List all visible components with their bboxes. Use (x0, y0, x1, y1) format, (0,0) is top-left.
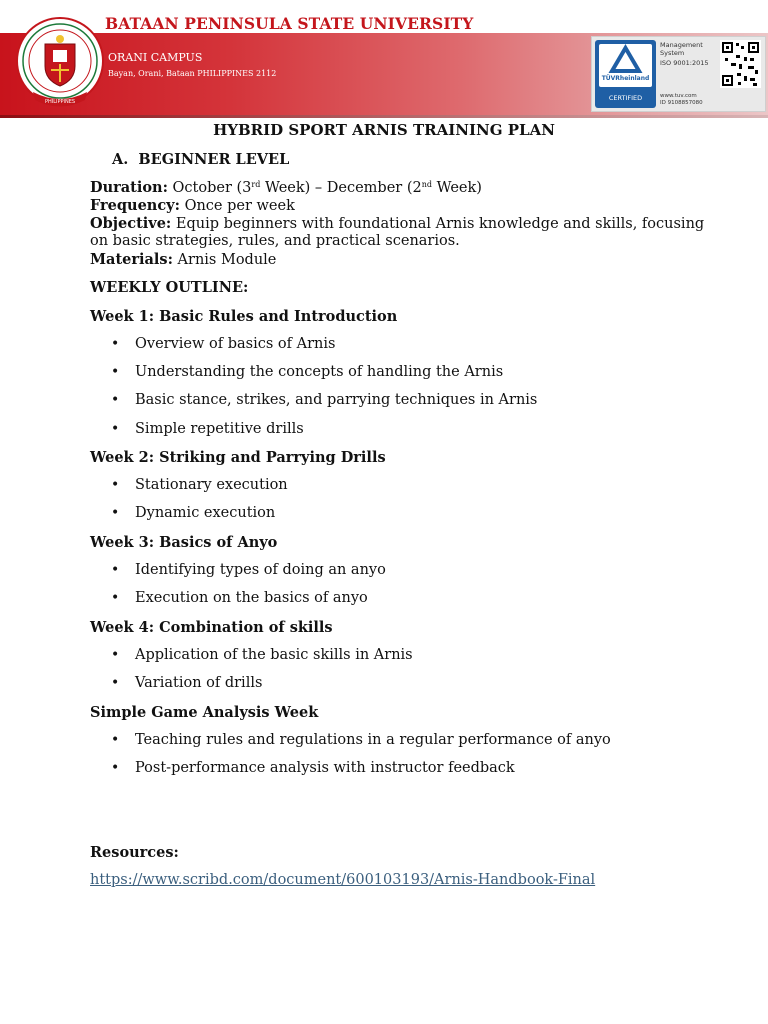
resources-link[interactable]: https://www.scribd.com/document/600103193/Arnis-Handbook-Final (90, 872, 596, 888)
campus-address: Bayan, Orani, Bataan PHILIPPINES 2112 (108, 69, 277, 78)
week-1-heading: Week 1: Basic Rules and Introduction (90, 308, 398, 325)
list-item: Execution on the basics of anyo (135, 590, 368, 606)
list-item: Post-performance analysis with instructor feedback (135, 760, 515, 776)
list-item: Application of the basic skills in Arnis (135, 647, 413, 663)
document-title: HYBRID SPORT ARNIS TRAINING PLAN (213, 121, 555, 139)
bullet: • (111, 675, 120, 691)
university-name: BATAAN PENINSULA STATE UNIVERSITY (105, 14, 474, 33)
objective-line: Objective: Equip beginners with foundational Arnis knowledge and skills, focusing (90, 215, 705, 232)
bullet: • (111, 505, 120, 521)
weekly-outline-heading: WEEKLY OUTLINE: (90, 279, 249, 296)
qr-code-icon (720, 40, 761, 88)
materials-line: Materials: Arnis Module (90, 251, 277, 268)
duration-line: Duration: October (3rd Week) – December (2nd Week) (90, 179, 482, 196)
bullet: • (111, 392, 120, 408)
tuv-triangle-icon (599, 44, 652, 74)
resources-heading: Resources: (90, 844, 179, 861)
list-item: Teaching rules and regulations in a regular performance of anyo (135, 732, 611, 748)
bullet: • (111, 364, 120, 380)
iso-certification-badge: TÜVRheinland CERTIFIED Management System ISO 9001:2015 www.tuv.com ID 9108857080 (591, 36, 766, 112)
university-seal-logo (15, 14, 105, 114)
list-item: Simple repetitive drills (135, 421, 304, 437)
bullet: • (111, 421, 120, 437)
list-item: Basic stance, strikes, and parrying techniques in Arnis (135, 392, 538, 408)
list-item: Dynamic execution (135, 505, 276, 521)
banner-underline (0, 115, 768, 118)
list-item: Understanding the concepts of handling the Arnis (135, 364, 504, 380)
list-item: Identifying types of doing an anyo (135, 562, 386, 578)
letterhead (0, 0, 768, 118)
bullet: • (111, 732, 120, 748)
list-item: Variation of drills (135, 675, 263, 691)
bullet: • (111, 562, 120, 578)
bullet: • (111, 477, 120, 493)
game-analysis-heading: Simple Game Analysis Week (90, 704, 319, 721)
objective-line-2: on basic strategies, rules, and practical scenarios. (90, 233, 460, 249)
section-heading: A. BEGINNER LEVEL (112, 151, 290, 168)
week-4-heading: Week 4: Combination of skills (90, 619, 333, 636)
week-2-heading: Week 2: Striking and Parrying Drills (90, 449, 386, 466)
frequency-line: Frequency: Once per week (90, 197, 295, 214)
week-3-heading: Week 3: Basics of Anyo (90, 534, 278, 551)
bullet: • (111, 336, 120, 352)
list-item: Overview of basics of Arnis (135, 336, 336, 352)
list-item: Stationary execution (135, 477, 288, 493)
bullet: • (111, 647, 120, 663)
tuv-logo: TÜVRheinland CERTIFIED (595, 40, 656, 108)
bullet: • (111, 760, 120, 776)
svg-text:PHILIPPINES: PHILIPPINES (44, 99, 76, 105)
bullet: • (111, 590, 120, 606)
campus-name: ORANI CAMPUS (108, 51, 203, 64)
